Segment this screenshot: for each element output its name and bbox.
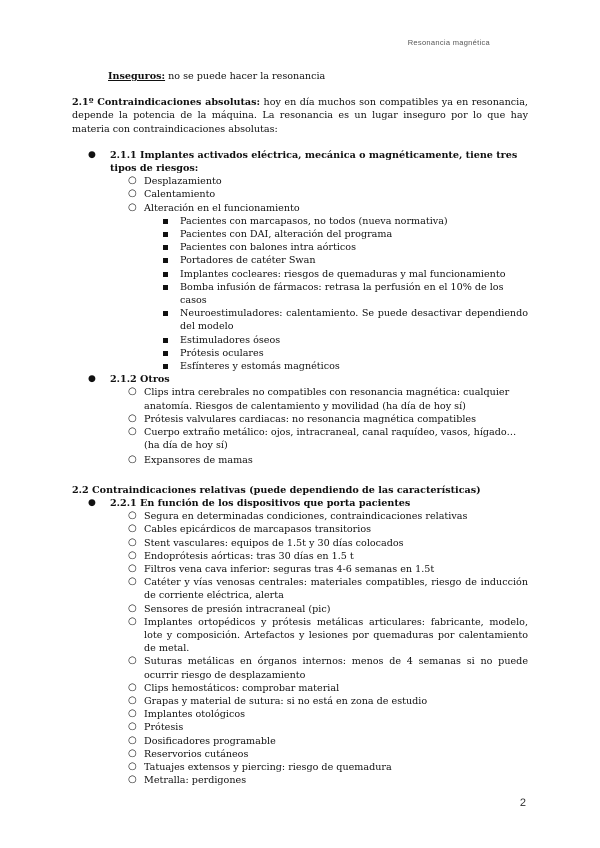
circle-bullet-icon: ○ (128, 576, 137, 588)
inseguros-text: no se puede hacer la resonancia (165, 71, 326, 82)
absolutas-paragraph (72, 96, 528, 136)
list-subitem: Portadores de catéter Swan (72, 254, 528, 267)
list-subitem: Neuroestimuladores: calentamiento. Se puede desactivar dependiendo del modelo (72, 307, 528, 333)
list-item: ○ Expansores de mamas (128, 454, 253, 467)
section-2-2-1-heading: ● 2.2.1 En función de los dispositivos que porta pacientes (88, 497, 411, 509)
square-bullet-icon (163, 219, 168, 224)
list-item: ○ Filtros vena cava inferior: seguras tras 4-6 semanas en 1.5t (128, 562, 435, 575)
circle-bullet-icon: ○ (128, 523, 137, 535)
list-subitem: Prótesis oculares (72, 347, 528, 360)
list-item: ○ Cables epicárdicos de marcapasos transitorios (128, 523, 372, 536)
circle-bullet-icon: ○ (128, 549, 137, 561)
circle-bullet-icon: ○ (128, 708, 137, 720)
circle-bullet-icon: ○ (128, 454, 137, 466)
list-item: ○ Prótesis valvulares cardiacas: no resonancia magnética compatibles (128, 412, 477, 425)
circle-bullet-icon: ○ (128, 536, 137, 548)
square-bullet-icon (163, 338, 168, 343)
list-item: ○ Calentamiento (128, 188, 216, 201)
square-bullet-icon (163, 272, 168, 277)
list-item: ○ Tatuajes extensos y piercing: riesgo de quemadura (128, 760, 392, 773)
list-item: ○ Catéter y vías venosas centrales: materiales compatibles, riesgo de inducción de corriente eléctrica, alerta (128, 576, 528, 602)
section-2-1-1-heading: ● 2.1.1 Implantes activados eléctrica, mecánica o magnéticamente, tiene tres tipos de riesgos: (88, 149, 518, 175)
circle-bullet-icon: ○ (128, 510, 137, 522)
square-bullet-icon (163, 364, 168, 369)
circle-bullet-icon: ○ (128, 426, 137, 438)
square-bullet-icon (163, 258, 168, 263)
circle-bullet-icon: ○ (128, 188, 137, 200)
circle-bullet-icon: ○ (128, 602, 137, 614)
list-item: ○ Suturas metálicas en órganos internos: menos de 4 semanas si no puede ocurrir riesgo de desplazamiento (128, 655, 528, 681)
page-number: 2 (519, 797, 526, 809)
list-item: ○ Stent vasculares: equipos de 1.5t y 30 días colocados (128, 536, 404, 549)
circle-bullet-icon: ○ (128, 747, 137, 759)
circle-bullet-icon: ○ (128, 681, 137, 693)
list-item: ○ Metralla: perdigones (128, 774, 247, 787)
circle-bullet-icon: ○ (128, 412, 137, 424)
circle-bullet-icon: ○ (128, 760, 137, 772)
list-subitem: Pacientes con marcapasos, no todos (nueva normativa) (72, 215, 528, 228)
list-item: ○ Clips hemostáticos: comprobar material (128, 681, 340, 694)
list-item: ○ Prótesis (128, 721, 184, 734)
square-bullet-icon (163, 351, 168, 356)
circle-bullet-icon: ○ (128, 175, 137, 187)
square-bullet-icon (163, 285, 168, 290)
circle-bullet-icon: ○ (128, 774, 137, 786)
list-item: ○ Implantes ortopédicos y prótesis metálicas articulares: fabricante, modelo, lote y composición. Artefactos y lesiones por quemaduras por calentamiento de metal. (128, 615, 528, 655)
list-subitem: Estimuladores óseos (72, 334, 528, 347)
bullet-icon: ● (88, 149, 96, 160)
circle-bullet-icon: ○ (128, 734, 137, 746)
list-item: ○ Implantes otológicos (128, 708, 246, 721)
circle-bullet-icon: ○ (128, 721, 137, 733)
running-header: Resonancia magnética (407, 38, 490, 47)
list-item: ○ Sensores de presión intracraneal (pic) (128, 602, 331, 615)
list-item: ○ Desplazamiento (128, 175, 222, 188)
inseguros-line (72, 70, 528, 83)
list-item: ○ Endoprótesis aórticas: tras 30 días en 1.5 t (128, 549, 354, 562)
section-2-2-heading: 2.2 Contraindicaciones relativas (puede dependiendo de las características) (72, 484, 481, 496)
list-item: ○ Clips intra cerebrales no compatibles con resonancia magnética: cualquier anatomía. Riesgos de calentamiento y movilidad (ha día de hoy sí) (128, 386, 510, 412)
circle-bullet-icon: ○ (128, 562, 137, 574)
list-item: ○ Dosificadores programable (128, 734, 276, 747)
bullet-icon: ● (88, 374, 96, 385)
circle-bullet-icon: ○ (128, 655, 137, 667)
list-subitem: Implantes cocleares: riesgos de quemaduras y mal funcionamiento (72, 268, 528, 281)
square-bullet-icon (163, 245, 168, 250)
square-bullet-icon (163, 311, 168, 316)
square-bullet-icon (163, 232, 168, 237)
list-subitem: Pacientes con DAI, alteración del programa (72, 228, 528, 241)
list-item: ○ Alteración en el funcionamiento (128, 201, 300, 214)
list-subitem: Bomba infusión de fármacos: retrasa la perfusión en el 10% de los casos (72, 281, 528, 307)
list-subitem: Esfínteres y estomás magnéticos (72, 360, 528, 373)
inseguros-label: Inseguros: (108, 71, 166, 82)
list-item: ○ Segura en determinadas condiciones, contraindicaciones relativas (128, 510, 468, 523)
list-item: ○ Cuerpo extraño metálico: ojos, intracraneal, canal raquídeo, vasos, hígado… (ha día de hoy sí) (128, 426, 517, 452)
absolutas-text: hoy en día muchos son compatibles ya en resonancia, depende la potencia de la máquina. La resonancia es un lugar inseguro por lo que hay materia con contraindicaciones absolutas: (72, 97, 528, 135)
circle-bullet-icon: ○ (128, 201, 137, 213)
circle-bullet-icon: ○ (128, 615, 137, 627)
list-item: ○ Grapas y material de sutura: si no está en zona de estudio (128, 694, 428, 707)
document-body (72, 70, 528, 787)
list-subitem: Pacientes con balones intra aórticos (72, 241, 528, 254)
list-item: ○ Reservorios cutáneos (128, 747, 249, 760)
circle-bullet-icon: ○ (128, 386, 137, 398)
section-2-1-2-heading: ● 2.1.2 Otros (88, 374, 170, 386)
bullet-icon: ● (88, 497, 96, 508)
circle-bullet-icon: ○ (128, 694, 137, 706)
absolutas-heading: 2.1º Contraindicaciones absolutas: (72, 97, 261, 109)
